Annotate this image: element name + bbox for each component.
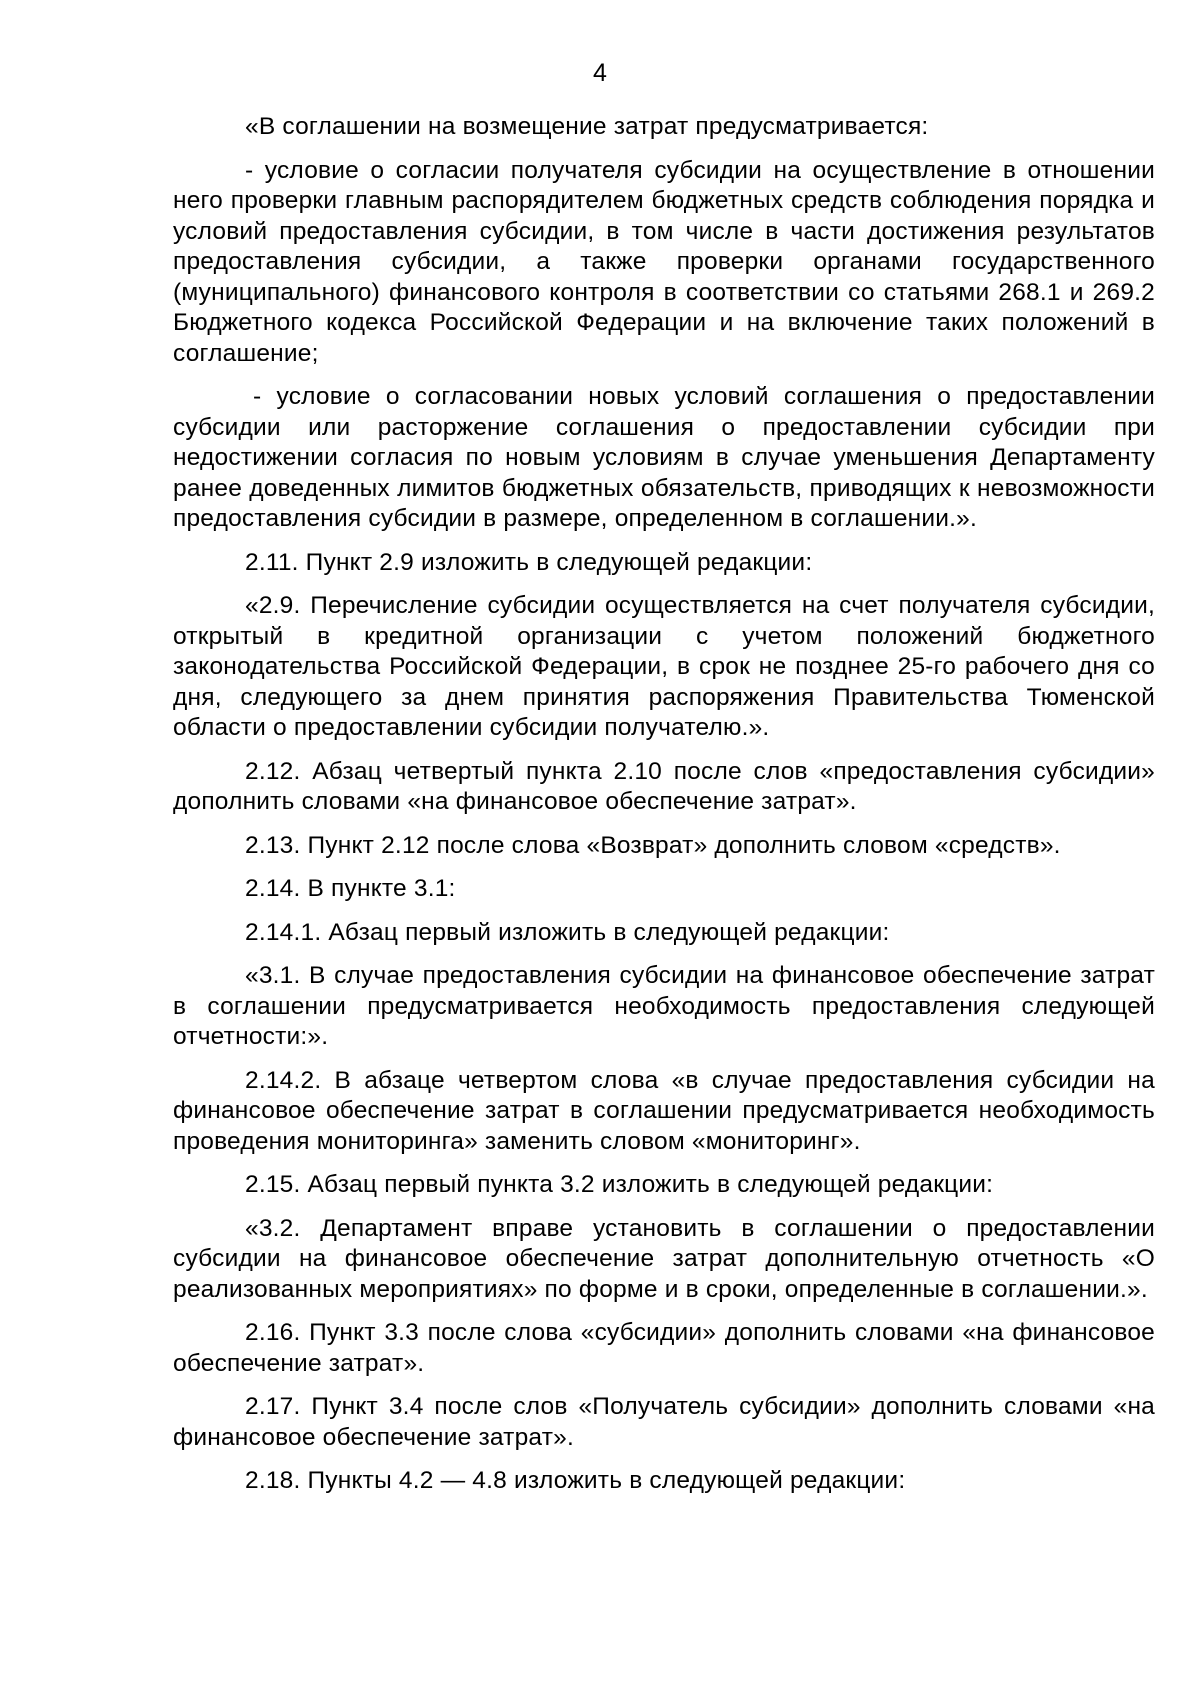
paragraph: 2.17. Пункт 3.4 после слов «Получатель субсидии» дополнить словами «на финансовое обеспечение затрат». <box>173 1393 1155 1451</box>
paragraph: 2.11. Пункт 2.9 изложить в следующей редакции: <box>245 548 813 576</box>
paragraph: 2.14.1. Абзац первый изложить в следующей редакции: <box>245 918 890 946</box>
page-number: 4 <box>593 59 607 87</box>
paragraph: 2.14.2. В абзаце четвертом слова «в случае предоставления субсидии на финансовое обеспечение затрат в соглашении предусматривается необходимость проведения мониторинга» заменить словом «мониторинг». <box>173 1066 1155 1155</box>
paragraph: - условие о согласовании новых условий соглашения о предоставлении субсидии или расторжение соглашения о предоставлении субсидии при недостижении согласия по новым условиям в случае уменьшения Департаменту ранее доведенных лимитов бюджетных обязательств, приводящих к невозможности предоставления субсидии в размере, определенном в соглашении.». <box>173 383 1155 532</box>
paragraph: 2.16. Пункт 3.3 после слова «субсидии» дополнить словами «на финансовое обеспечение затрат». <box>173 1319 1155 1377</box>
paragraph: - условие о согласии получателя субсидии на осуществление в отношении него проверки главным распорядителем бюджетных средств соблюдения порядка и условий предоставления субсидии, в том числе в части достижения результатов предоставления субсидии, а также проверки органами государственного (муниципального) финансового контроля в соответствии со статьями 268.1 и 269.2 Бюджетного кодекса Российской Федерации и на включение таких положений в соглашение; <box>173 156 1155 367</box>
paragraph: 2.12. Абзац четвертый пункта 2.10 после слов «предоставления субсидии» дополнить словами «на финансовое обеспечение затрат». <box>173 757 1155 815</box>
paragraph: «3.2. Департамент вправе установить в соглашении о предоставлении субсидии на финансовое обеспечение затрат дополнительную отчетность «О реализованных мероприятиях» по форме и в сроки, определенные в соглашении.». <box>173 1214 1155 1303</box>
paragraph: «В соглашении на возмещение затрат предусматривается: <box>245 113 929 140</box>
document-body <box>173 112 1155 1510</box>
paragraph: «2.9. Перечисление субсидии осуществляется на счет получателя субсидии, открытый в кредитной организации с учетом положений бюджетного законодательства Российской Федерации, в срок не позднее 25-го рабочего дня со дня, следующего за днем принятия распоряжения Правительства Тюменской области о предоставлении субсидии получателю.». <box>173 592 1155 741</box>
paragraph: «3.1. В случае предоставления субсидии на финансовое обеспечение затрат в соглашении предусматривается необходимость предоставления следующей отчетности:». <box>173 962 1155 1050</box>
paragraph: 2.15. Абзац первый пункта 3.2 изложить в следующей редакции: <box>245 1171 994 1198</box>
paragraph: 2.18. Пункты 4.2 — 4.8 изложить в следующей редакции: <box>245 1467 906 1494</box>
paragraph: 2.14. В пункте 3.1: <box>245 875 456 902</box>
paragraph: 2.13. Пункт 2.12 после слова «Возврат» дополнить словом «средств». <box>245 831 1061 859</box>
